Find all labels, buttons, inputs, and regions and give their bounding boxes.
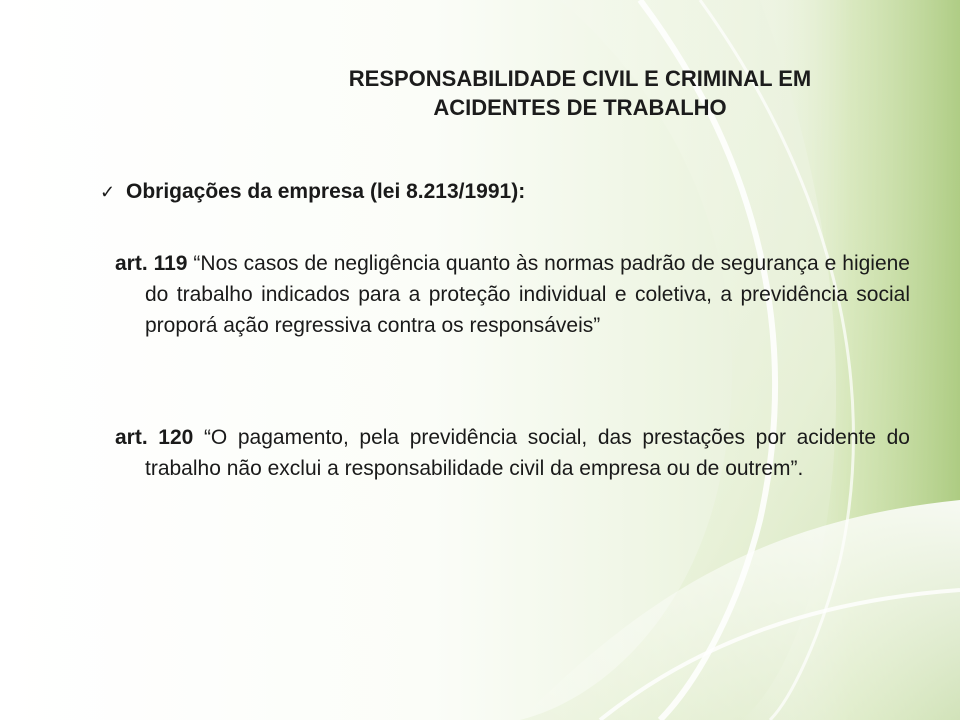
- article-120-label: art. 120: [115, 426, 194, 449]
- article-119-paragraph: [115, 248, 910, 341]
- article-120-paragraph: [115, 422, 910, 484]
- slide-title: [250, 64, 910, 122]
- article-119-label: art. 119: [115, 252, 188, 275]
- checkmark-icon: ✓: [100, 182, 116, 202]
- article-119-text: “Nos casos de negligência quanto às normas padrão de segurança e higiene do trabalho indicados para a proteção individual e coletiva, a previdência social proporá ação regressiva contra os responsáveis”: [145, 252, 910, 337]
- slide-title-line1: RESPONSABILIDADE CIVIL E CRIMINAL EM: [348, 66, 812, 91]
- bullet-text: Obrigações da empresa (lei 8.213/1991):: [126, 180, 526, 203]
- bullet-item: [100, 178, 800, 206]
- slide-title-line2: ACIDENTES DE TRABALHO: [433, 95, 727, 120]
- article-120-text: “O pagamento, pela previdência social, das prestações por acidente do trabalho não exclui a responsabilidade civil da empresa ou de outrem”.: [145, 426, 910, 480]
